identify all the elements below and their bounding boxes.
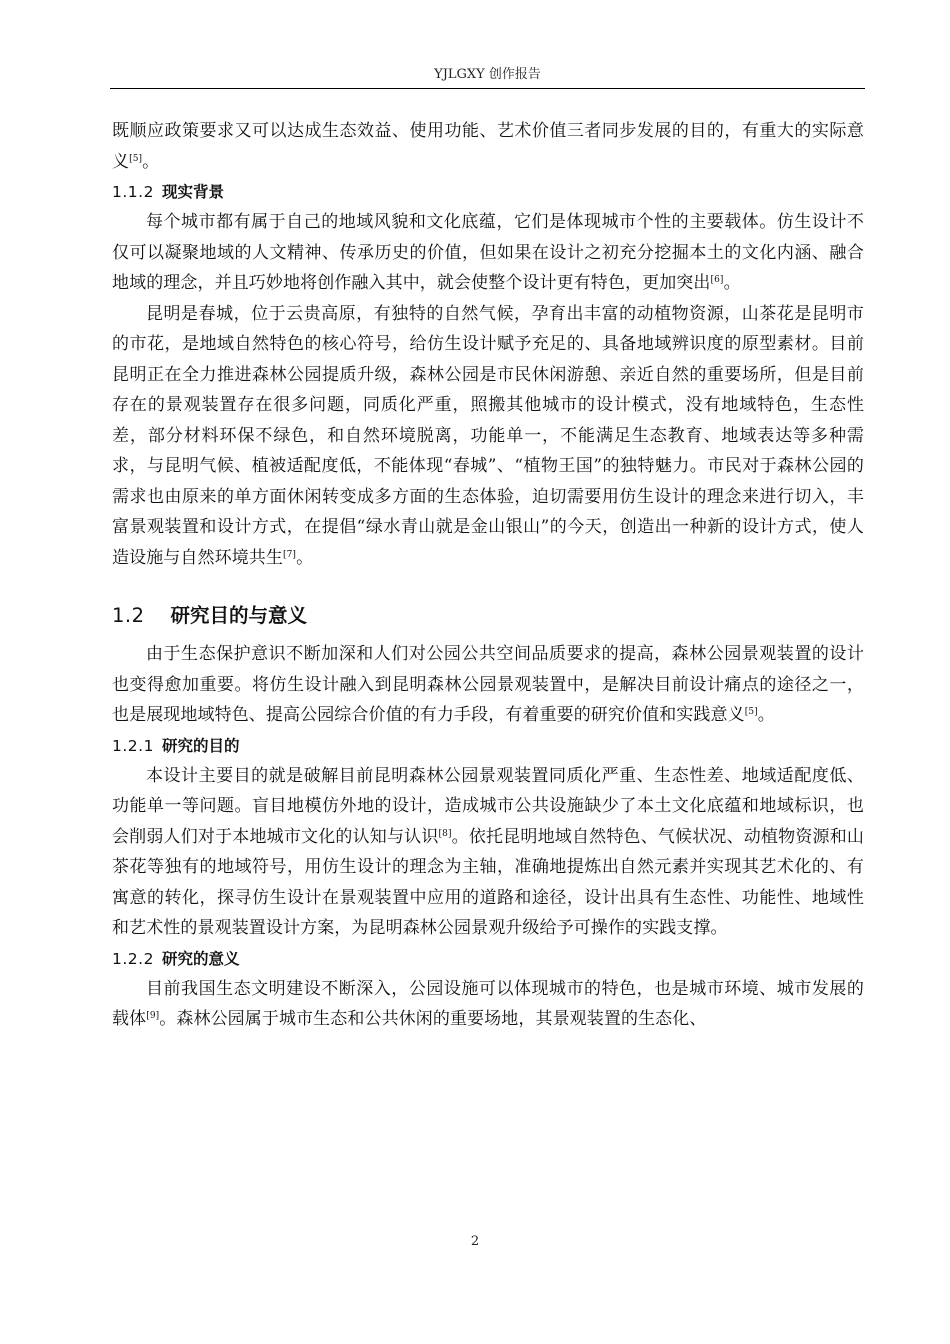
paragraph-tail: 。 [723, 273, 741, 293]
paragraph [112, 116, 864, 177]
section-heading [112, 599, 864, 633]
page-number: 2 [470, 1234, 480, 1249]
paragraph-text-continued: 。依托昆明地域自然特色、气候状况、动植物资源和山茶花等独有的地域符号，用仿生设计的理念为主轴，准确地提炼出自然元素并实现其艺术化的、有寓意的转化，探寻仿生设计在景观装置中应用的道路和途径，设计出具有生态性、功能性、地域性和艺术性的景观装置设计方案，为昆明森林公园景观升级给予可操作的实践支撑。 [112, 826, 865, 938]
subsection-heading [112, 944, 864, 974]
subsection-title: 研究的意义 [161, 949, 240, 968]
paragraph-tail: 。 [142, 151, 160, 172]
section-title: 研究目的与意义 [170, 604, 308, 627]
citation: [9] [146, 1011, 160, 1021]
paragraph-text: 既顺应政策要求又可以达成生态效益、使用功能、艺术价值三者同步发展的目的，有重大的实际意义 [112, 121, 864, 172]
paragraph [112, 974, 864, 1035]
paragraph [112, 299, 864, 574]
page-header: YJLGXY 创作报告 [434, 67, 541, 82]
paragraph-tail: 。 [296, 547, 314, 568]
paragraph-text: 每个城市都有属于自己的地域风貌和文化底蕴，它们是体现城市个性的主要载体。仿生设计不仅可以凝聚地域的人文精神、传承历史的价值，但如果在设计之初充分挖掘本土的文化内涵、融合地域的理念，并且巧妙地将创作融入其中，就会使整个设计更有特色，更加突出 [112, 212, 864, 293]
citation: [5] [744, 707, 758, 717]
subsection-title: 研究的目的 [161, 736, 240, 755]
subsection-heading [112, 177, 864, 207]
paragraph [112, 761, 864, 944]
paragraph [112, 639, 864, 731]
paragraph-tail: 。 [757, 705, 775, 725]
paragraph-text: 昆明是春城，位于云贵高原，有独特的自然气候，孕育出丰富的动植物资源，山茶花是昆明市的市花，是地域自然特色的核心符号，给仿生设计赋予充足的、具备地域辨识度的原型素材。目前昆明正在全力推进森林公园提质升级，森林公园是市民休闲游憩、亲近自然的重要场所，但是目前存在的景观装置存在很多问题，同质化严重，照搬其他城市的设计模式，没有地域特色，生态性差，部分材料环保不绿色，和自然环境脱离，功能单一，不能满足生态教育、地域表达等多种需求，与昆明气候、植被适配度低，不能体现“春城”、“植物王国”的独特魅力。市民对于森林公园的需求也由原来的单方面休闲转变成多方面的生态体验，迫切需要用仿生设计的理念来进行切入，丰富景观装置和设计方式，在提倡“绿水青山就是金山银山”的今天，创造出一种新的设计方式，使人造设施与自然环境共生 [112, 303, 864, 568]
paragraph [112, 207, 864, 299]
citation: [8] [438, 828, 452, 839]
paragraph-text: 本设计主要目的就是破解目前昆明森林公园景观装置同质化严重、生态性差、地域适配度低、功能单一等问题。盲目地模仿外地的设计，造成城市公共设施缺少了本土文化底蕴和地域标识，也会削弱人们对于本地城市文化的认知与认识 [112, 765, 864, 847]
paragraph-text-continued: 。森林公园属于城市生态和公共休闲的重要场地，其景观装置的生态化、 [159, 1009, 707, 1029]
subsection-number: 1.2.1 [112, 736, 154, 755]
subsection-title: 现实背景 [161, 183, 224, 201]
subsection-heading [112, 731, 864, 761]
subsection-number: 1.2.2 [112, 949, 154, 968]
header-rule [110, 88, 865, 89]
subsection-number: 1.1.2 [112, 183, 154, 201]
citation: [7] [283, 549, 297, 560]
page-content [112, 116, 864, 1035]
paragraph-text: 目前我国生态文明建设不断深入，公园设施可以体现城市的特色，也是城市环境、城市发展的载体 [112, 978, 864, 1029]
section-number: 1.2 [112, 604, 145, 627]
paragraph-text: 由于生态保护意识不断加深和人们对公园公共空间品质要求的提高，森林公园景观装置的设计也变得愈加重要。将仿生设计融入到昆明森林公园景观装置中，是解决目前设计痛点的途径之一，也是展现地域特色、提高公园综合价值的有力手段，有着重要的研究价值和实践意义 [112, 644, 864, 725]
citation: [5] [129, 153, 143, 164]
citation: [6] [710, 275, 724, 285]
